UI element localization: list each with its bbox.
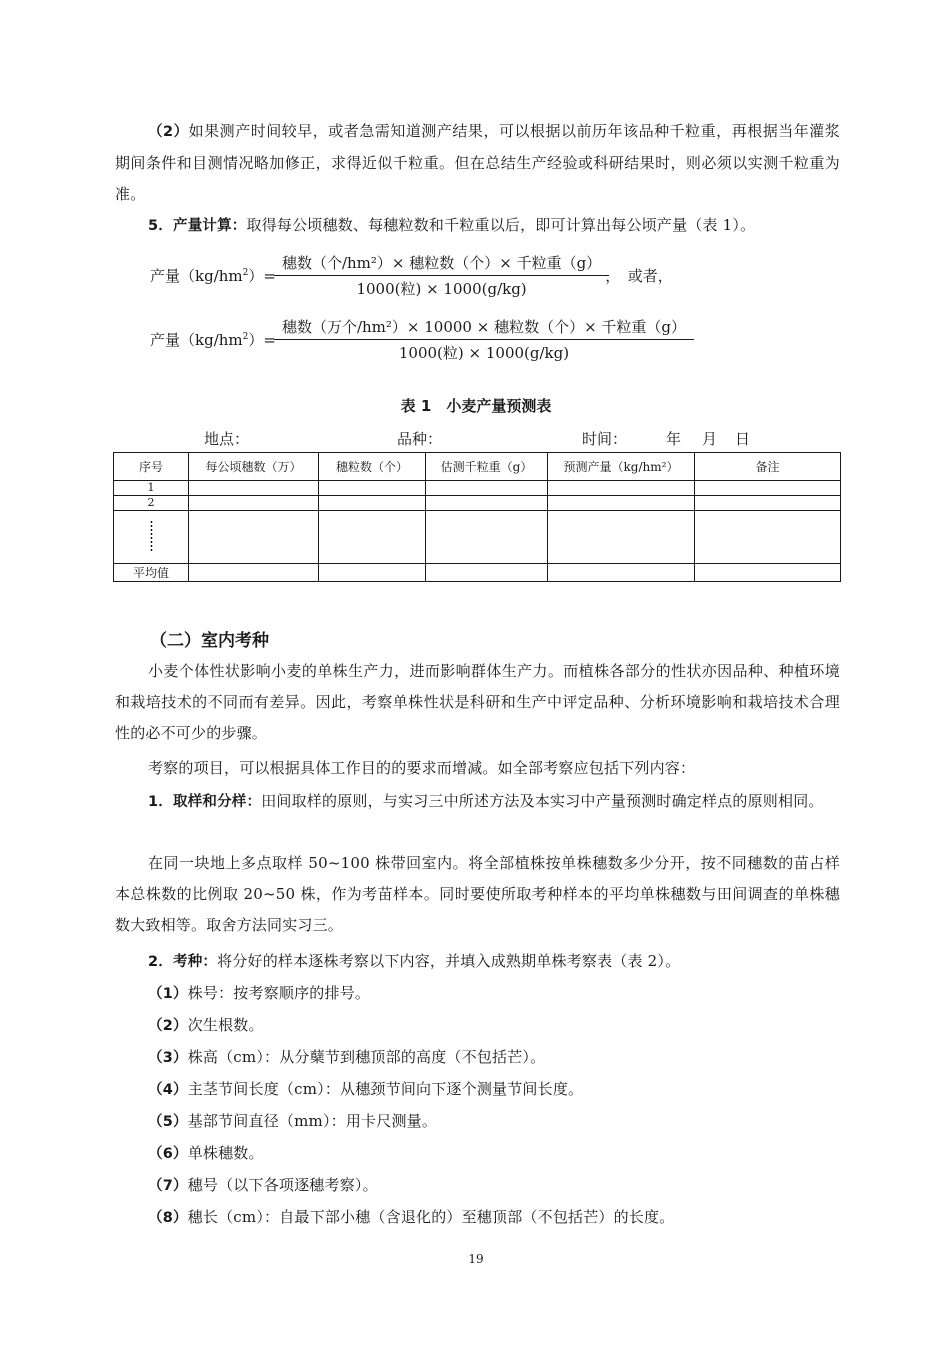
- column-header: 每公顷穗数（万）: [189, 453, 319, 481]
- list-item: （2）次生根数。: [148, 1016, 264, 1034]
- list-item: （1）株号：按考察顺序的排号。: [148, 984, 371, 1002]
- table-cell: [426, 496, 548, 511]
- yield-prediction-table: [113, 452, 841, 582]
- paragraph-examine: [115, 946, 840, 978]
- formula-fraction: [278, 252, 605, 299]
- paragraph-text: 将分好的样本逐株考察以下内容，并填入成熟期单株考察表（表 2）。: [217, 952, 681, 970]
- row-index: 1: [114, 481, 189, 496]
- table-cell: [189, 496, 319, 511]
- vertical-ellipsis-icon: [150, 520, 153, 552]
- paragraph-text: 如果测产时间较早，或者急需知道测产结果，可以根据以前历年该品种千粒重，再根据当年灌浆期间条件和目测情况略加修正，求得近似千粒重。但在总结生产经验或科研结果时，则必须以实测千粒重为准。: [115, 122, 840, 203]
- table-meta-variety: 品种：: [397, 430, 443, 448]
- list-item: （7）穗号（以下各项逐穗考察）。: [148, 1176, 378, 1194]
- table-cell: [189, 511, 319, 564]
- column-header: 穗粒数（个）: [319, 453, 426, 481]
- list-item: （5）基部节间直径（mm）：用卡尺测量。: [148, 1112, 438, 1130]
- paragraph-yield-calc: [115, 210, 840, 242]
- formula-1: [150, 252, 673, 299]
- table-meta-month: 月: [702, 430, 718, 448]
- table-cell: [426, 564, 548, 582]
- column-header: 估测千粒重（g）: [426, 453, 548, 481]
- list-item: （3）株高（cm）：从分蘖节到穗顶部的高度（不包括芒）。: [148, 1048, 546, 1066]
- column-header: 预测产量（kg/hm²）: [548, 453, 695, 481]
- formula-numerator: 穗数（万个/hm²）× 10000 × 穗粒数（个）× 千粒重（g）: [281, 318, 687, 336]
- column-header: 备注: [695, 453, 841, 481]
- row-index: 2: [114, 496, 189, 511]
- table-cell: [695, 496, 841, 511]
- table-cell: [695, 511, 841, 564]
- list-item: （4）主茎节间长度（cm）：从穗颈节间向下逐个测量节间长度。: [148, 1080, 584, 1098]
- paragraph-thousand-grain: [115, 116, 840, 210]
- table-row: [114, 496, 841, 511]
- formula-fraction: [278, 316, 690, 363]
- table-cell: [319, 481, 426, 496]
- table-cell: [426, 511, 548, 564]
- section-label-examine: 2．考种：: [148, 954, 218, 970]
- page-number: 19: [468, 1252, 484, 1266]
- paragraph-sampling-detail: 在同一块地上多点取样 50~100 株带回室内。将全部植株按单株穗数多少分开，按不同穗数的苗占样本总株数的比例取 20~50 株，作为考苗样本。同时要使所取考种样本的平均单株穗数与田间调查的单株穗数大致相等。取舍方法同实习三。: [115, 854, 840, 934]
- list-item: （6）单株穗数。: [148, 1144, 264, 1162]
- table-row: [114, 481, 841, 496]
- formula-lhs: 产量$(kg/hm^2)=$: [150, 267, 276, 285]
- paragraph-intro: 小麦个体性状影响小麦的单株生产力，进而影响群体生产力。而植株各部分的性状亦因品种、种植环境和栽培技术的不同而有差异。因此，考察单株性状是科研和生产中评定品种、分析环境影响和栽培技术合理性的必不可少的步骤。: [115, 662, 840, 742]
- formula-2: [150, 316, 690, 363]
- table-cell: [189, 564, 319, 582]
- section-label-sampling: 1．取样和分样：: [148, 794, 262, 810]
- table-meta-year: 年: [666, 430, 682, 448]
- column-header: 序号: [114, 453, 189, 481]
- section-label-yield: 5．产量计算：: [148, 218, 247, 234]
- formula-tail: ， 或者，: [605, 267, 673, 285]
- paragraph-text: 取得每公顷穗数、每穗粒数和千粒重以后，即可计算出每公顷产量（表 1）。: [246, 216, 756, 234]
- table-cell: [695, 481, 841, 496]
- table-cell: [548, 564, 695, 582]
- table-meta-location: 地点：: [204, 430, 250, 448]
- table-cell: [319, 511, 426, 564]
- table-header-row: [114, 453, 841, 481]
- table-meta-time: 时间：: [582, 430, 628, 448]
- table-row-average: [114, 564, 841, 582]
- row-index: 平均值: [114, 564, 189, 582]
- paragraph-items-intro: 考察的项目，可以根据具体工作目的的要求而增减。如全部考察应包括下列内容：: [148, 759, 696, 777]
- table-cell: [695, 564, 841, 582]
- row-index-ellipsis: [114, 511, 189, 564]
- table-title: 表 1 小麦产量预测表: [400, 397, 552, 415]
- table-cell: [426, 481, 548, 496]
- table-meta-day: 日: [735, 430, 751, 448]
- table-cell: [319, 564, 426, 582]
- formula-numerator: 穗数（个/hm²）× 穗粒数（个）× 千粒重（g）: [281, 254, 602, 272]
- formula-denominator: 1000(粒) × 1000(g/kg): [274, 275, 609, 299]
- paragraph-sampling: [115, 786, 840, 818]
- table-cell: [319, 496, 426, 511]
- table-cell: [548, 481, 695, 496]
- formula-denominator: 1000(粒) × 1000(g/kg): [274, 339, 694, 363]
- table-row-ellipsis: [114, 511, 841, 564]
- table-cell: [548, 511, 695, 564]
- table-cell: [548, 496, 695, 511]
- paragraph-text: 田间取样的原则，与实习三中所述方法及本实习中产量预测时确定样点的原则相同。: [261, 792, 824, 810]
- table-cell: [189, 481, 319, 496]
- item-label: （2）: [148, 124, 189, 140]
- formula-lhs: 产量$(kg/hm^2)=$: [150, 331, 276, 349]
- section-heading: （二）室内考种: [150, 631, 269, 651]
- list-item: （8）穗长（cm）：自最下部小穗（含退化的）至穗顶部（不包括芒）的长度。: [148, 1208, 675, 1226]
